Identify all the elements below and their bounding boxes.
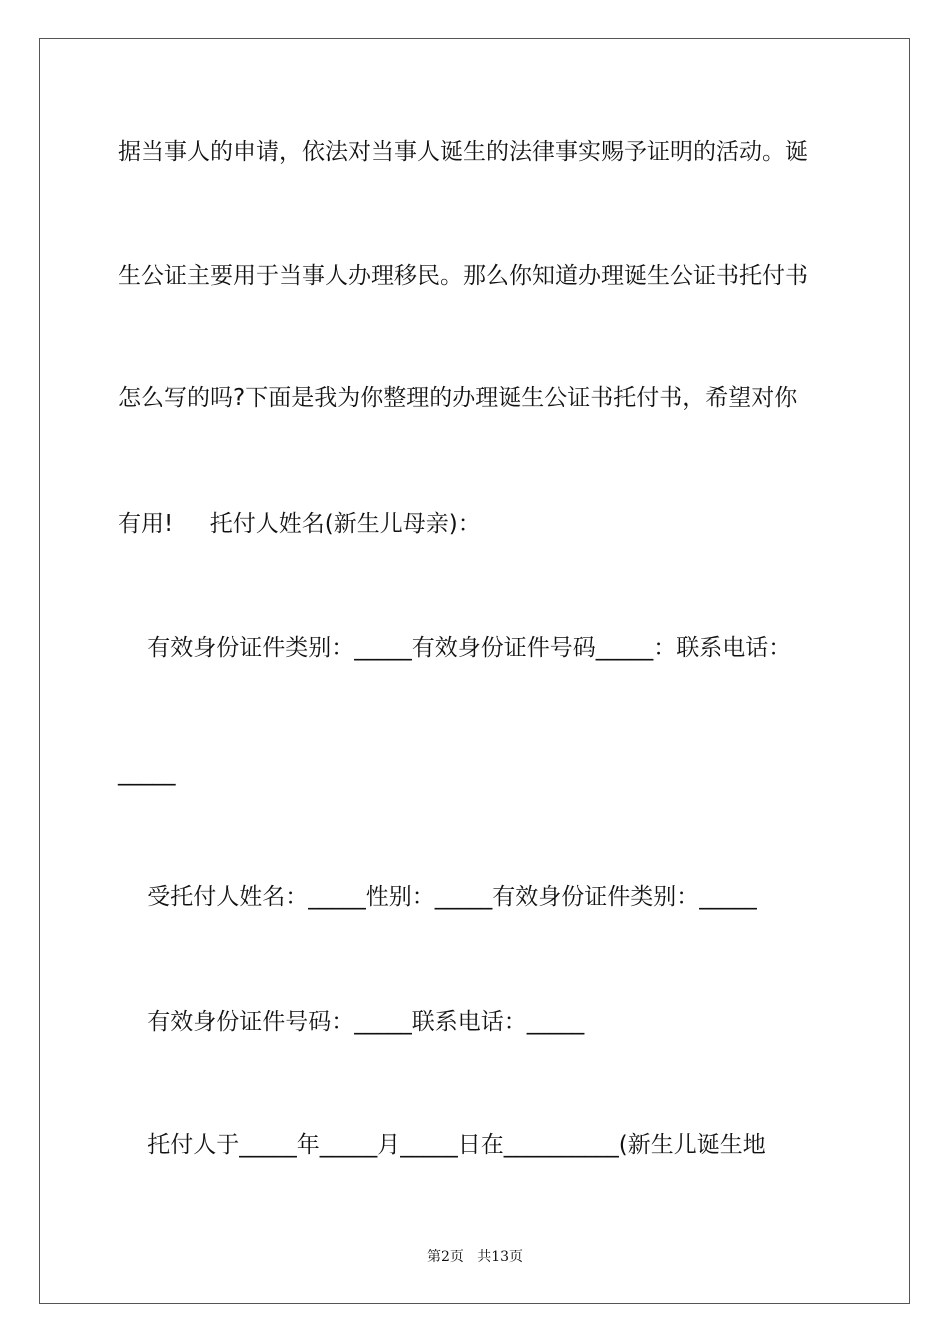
body-text-line-3: 怎么写的吗?下面是我为你整理的办理诞生公证书托付书，希望对你 — [118, 385, 798, 411]
body-text-line-2: 生公证主要用于当事人办理移民。那么你知道办理诞生公证书托付书 — [118, 263, 808, 289]
body-text-line-8: 有效身份证件号码：_____联系电话：_____ — [118, 1009, 585, 1035]
page-number-footer: 第2页 共13页 — [426, 1249, 524, 1265]
body-text-line-1: 据当事人的申请，依法对当事人诞生的法律事实赐予证明的活动。诞 — [118, 139, 808, 165]
body-text-line-4: 有用! 托付人姓名(新生儿母亲)： — [118, 511, 481, 537]
body-text-line-5: 有效身份证件类别：_____有效身份证件号码_____：联系电话： — [118, 635, 792, 661]
body-text-line-6: _____ — [118, 760, 176, 786]
page-border — [39, 38, 910, 1304]
body-text-line-7: 受托付人姓名：_____性别：_____有效身份证件类别：_____ — [118, 884, 757, 910]
body-text-line-9: 托付人于_____年_____月_____日在__________(新生儿诞生地 — [118, 1132, 766, 1158]
